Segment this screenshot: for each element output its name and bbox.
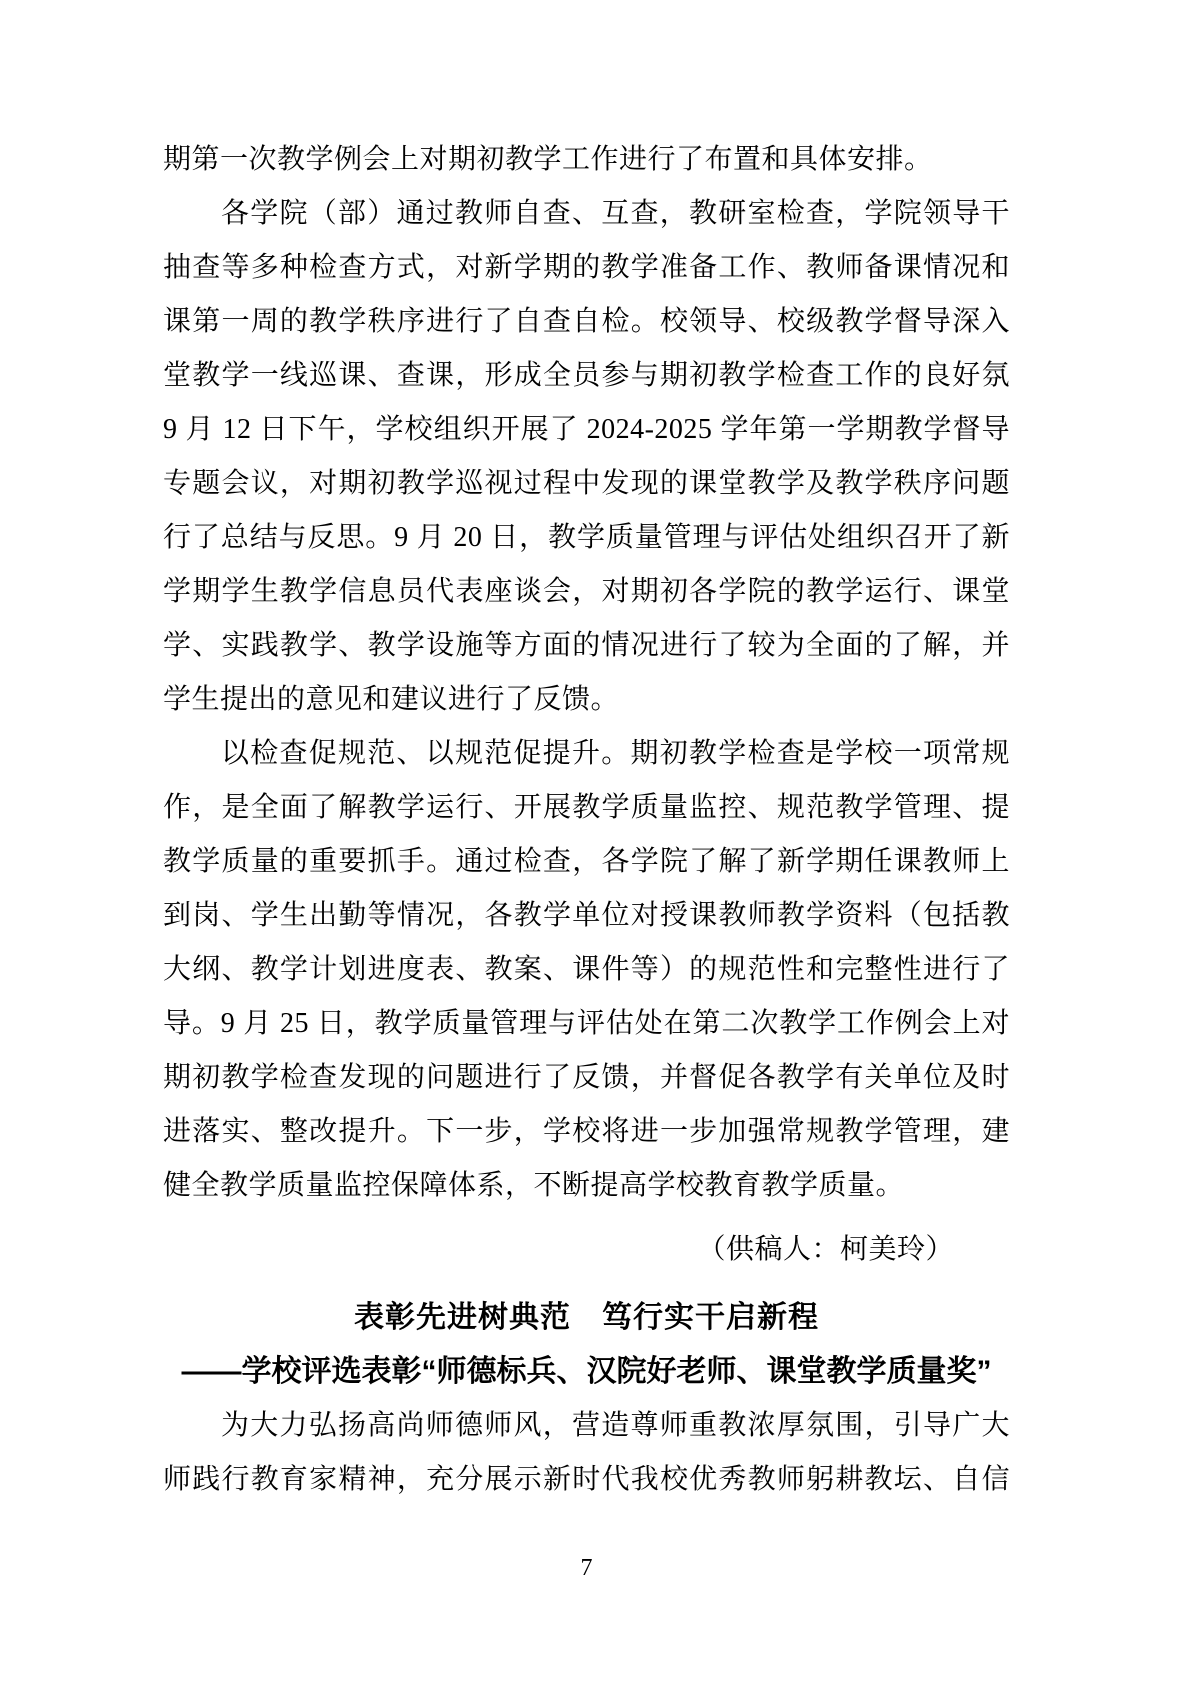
paragraph-line: 进落实、整改提升。下一步，学校将进一步加强常规教学管理，建 xyxy=(163,1116,1010,1147)
contributor-byline: （供稿人：柯美玲） xyxy=(697,1234,954,1265)
paragraph-line: 期初教学检查发现的问题进行了反馈，并督促各教学有关单位及时 xyxy=(163,1062,1010,1093)
paragraph-line: 各学院（部）通过教师自查、互查，教研室检查，学院领导干 xyxy=(221,198,1010,229)
article-title: 表彰先进树典范 笃行实干启新程 xyxy=(354,1301,819,1334)
paragraph-line: 期第一次教学例会上对期初教学工作进行了布置和具体安排。 xyxy=(163,144,933,175)
paragraph-line: 导。9 月 25 日，教学质量管理与评估处在第二次教学工作例会上对 xyxy=(163,1008,1010,1039)
paragraph-line: 专题会议，对期初教学巡视过程中发现的课堂教学及教学秩序问题 xyxy=(163,468,1010,499)
paragraph-line: 学、实践教学、教学设施等方面的情况进行了较为全面的了解，并 xyxy=(163,630,1010,661)
document-body xyxy=(163,133,1010,1507)
paragraph-line: 9 月 12 日下午，学校组织开展了 2024-2025 学年第一学期教学督导 xyxy=(163,414,1010,445)
paragraph-line: 师践行教育家精神，充分展示新时代我校优秀教师躬耕教坛、自信 xyxy=(163,1464,1010,1495)
paragraph xyxy=(163,187,1010,727)
paragraph-line: 教学质量的重要抓手。通过检查，各学院了解了新学期任课教师上 xyxy=(163,846,1010,877)
paragraph-line: 作，是全面了解教学运行、开展教学质量监控、规范教学管理、提 xyxy=(163,792,1010,823)
paragraph xyxy=(163,727,1010,1213)
paragraph-line: 大纲、教学计划进度表、教案、课件等）的规范性和完整性进行了 xyxy=(163,954,1010,985)
paragraph-line: 以检查促规范、以规范促提升。期初教学检查是学校一项常规 xyxy=(221,738,1010,769)
article-subtitle: ——学校评选表彰“师德标兵、汉院好老师、课堂教学质量奖” xyxy=(181,1355,992,1388)
paragraph-line: 学生提出的意见和建议进行了反馈。 xyxy=(163,684,620,715)
paragraph xyxy=(163,133,1010,187)
paragraph-line: 为大力弘扬高尚师德师风，营造尊师重教浓厚氛围，引导广大 xyxy=(221,1410,1010,1441)
paragraph-line: 抽查等多种检查方式，对新学期的教学准备工作、教师备课情况和 xyxy=(163,252,1010,283)
paragraph-line: 课第一周的教学秩序进行了自查自检。校领导、校级教学督导深入 xyxy=(163,306,1010,337)
page-number: 7 xyxy=(580,1555,593,1581)
paragraph-line: 到岗、学生出勤等情况，各教学单位对授课教师教学资料（包括教 xyxy=(163,900,1010,931)
paragraph-line: 行了总结与反思。9 月 20 日，教学质量管理与评估处组织召开了新 xyxy=(163,522,1010,553)
paragraph xyxy=(163,1399,1010,1507)
paragraph-line: 健全教学质量监控保障体系，不断提高学校教育教学质量。 xyxy=(163,1170,905,1201)
paragraph-line: 学期学生教学信息员代表座谈会，对期初各学院的教学运行、课堂 xyxy=(163,576,1010,607)
paragraph-line: 堂教学一线巡课、查课，形成全员参与期初教学检查工作的良好氛 xyxy=(163,360,1010,391)
